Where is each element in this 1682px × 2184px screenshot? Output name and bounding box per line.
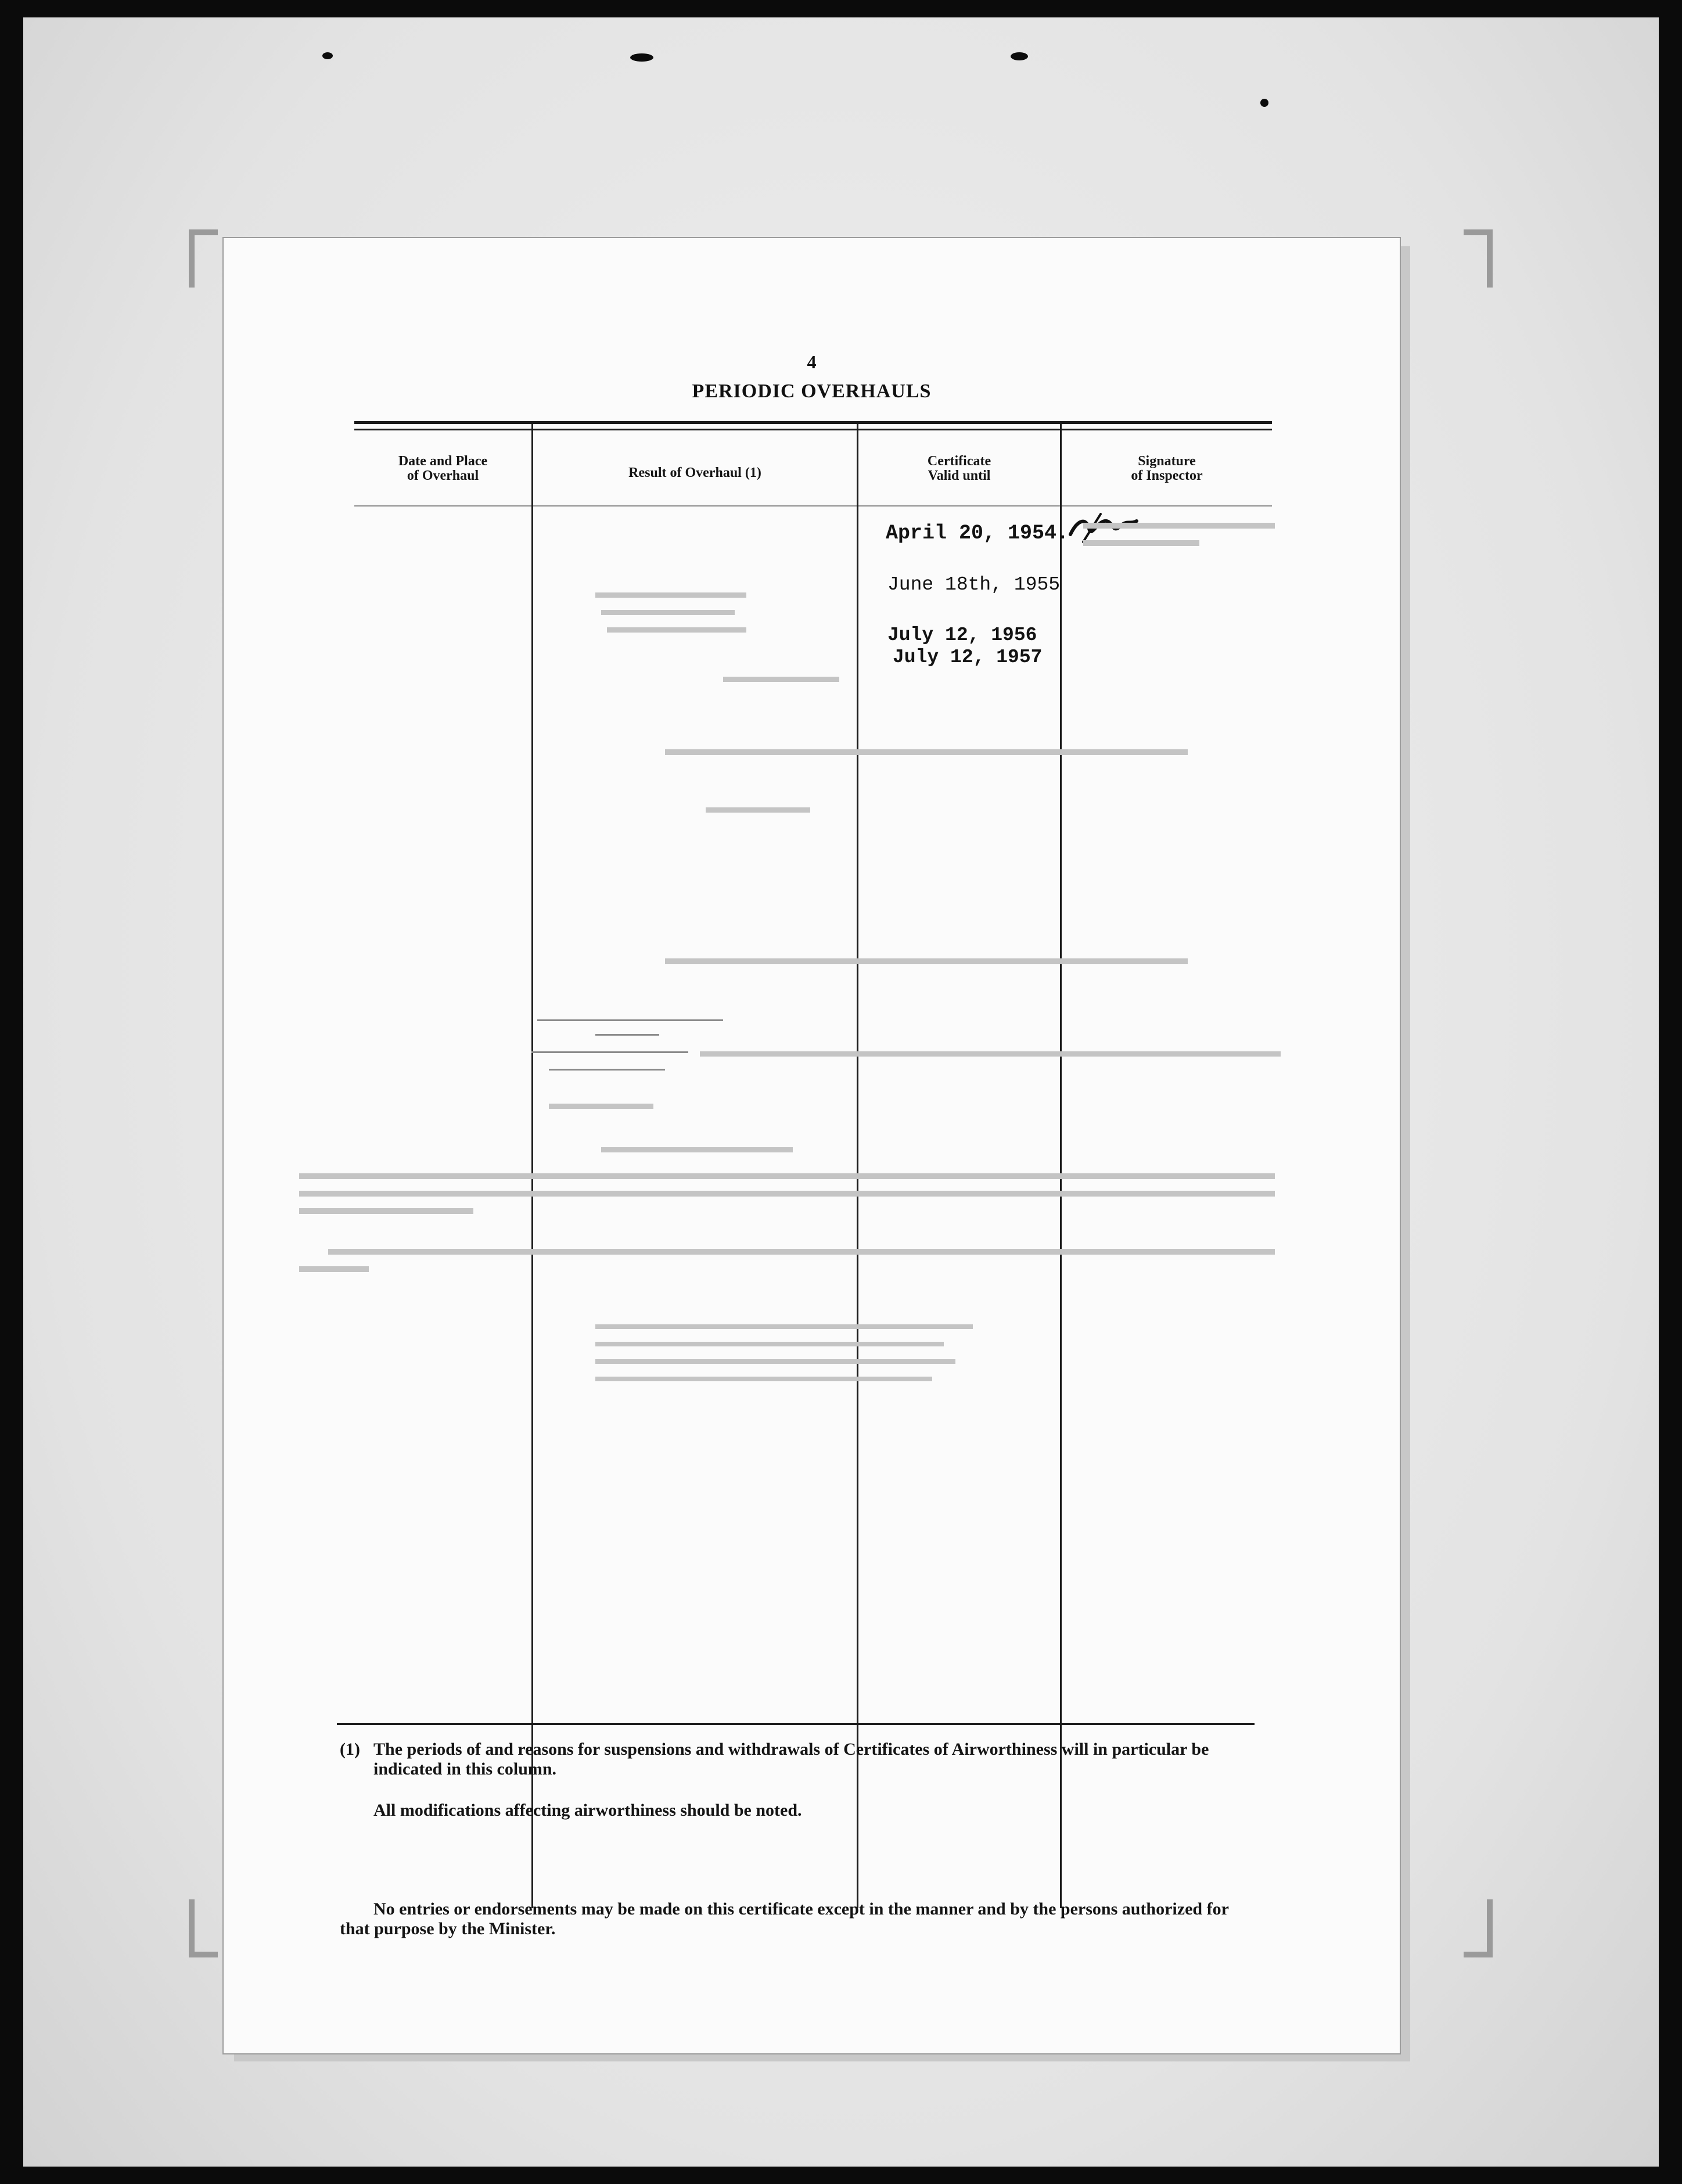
valid-until-entry: July 12, 1956 <box>887 624 1037 646</box>
film-speck <box>1011 52 1028 60</box>
film-speck <box>322 52 333 59</box>
footnote-suspensions: The periods of and reasons for suspensions and withdrawals of Certificates of Airworthiness will in particular be indicated in this column. <box>373 1740 1209 1779</box>
bleed-through-text <box>224 238 1400 1748</box>
film-speck <box>630 53 653 62</box>
column-header-certificate-valid-until: Certificate Valid until <box>927 454 991 483</box>
film-speck <box>1260 99 1268 107</box>
footnote-modifications: All modifications affecting airworthiness should be noted. <box>373 1801 802 1820</box>
column-header-date-place: Date and Place of Overhaul <box>398 454 488 483</box>
valid-until-entry: April 20, 1954. <box>886 522 1069 545</box>
microfilm-frame <box>23 17 1659 2167</box>
column-header-inspector-signature: Signature of Inspector <box>1131 454 1203 483</box>
certificate-page <box>224 238 1400 2053</box>
crop-mark-top-left <box>189 229 218 288</box>
footnote-endorsements: No entries or endorsements may be made on this certificate except in the manner and by the persons authorized for that purpose by the Minister. <box>340 1899 1229 1938</box>
column-header-result: Result of Overhaul (1) <box>628 465 761 480</box>
crop-mark-bottom-right <box>1464 1899 1493 1957</box>
page-title: PERIODIC OVERHAULS <box>692 380 932 402</box>
crop-mark-top-right <box>1464 229 1493 288</box>
crop-mark-bottom-left <box>189 1899 218 1957</box>
footnote-marker: (1) <box>340 1740 360 1759</box>
valid-until-entry: June 18th, 1955 <box>887 574 1061 595</box>
page-number: 4 <box>807 351 817 372</box>
valid-until-entry: July 12, 1957 <box>893 646 1043 668</box>
